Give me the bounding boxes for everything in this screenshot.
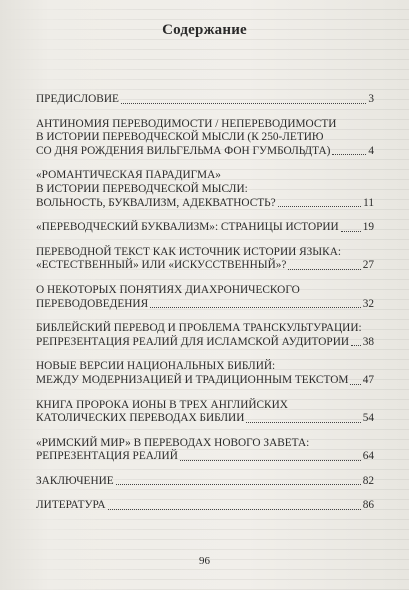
toc-entry-line — [36, 412, 374, 426]
toc-entry-line — [36, 183, 374, 197]
dot-leader — [288, 269, 360, 270]
toc-page-number: 3 — [368, 93, 374, 105]
toc-entry-line — [36, 221, 374, 235]
toc-entry — [36, 437, 374, 464]
dot-leader — [246, 422, 360, 423]
toc-entry-line — [36, 197, 374, 211]
dot-leader — [278, 206, 361, 207]
toc-page-number: 11 — [363, 196, 374, 209]
toc-entry-line — [36, 118, 374, 132]
toc-page-number: 27 — [362, 259, 374, 272]
toc-page-number: 32 — [362, 297, 374, 310]
toc-entry — [36, 221, 374, 235]
toc-entry-title: ЗАКЛЮЧЕНИЕ — [36, 474, 114, 487]
toc-entry-title: СО ДНЯ РОЖДЕНИЯ ВИЛЬГЕЛЬМА ФОН ГУМБОЛЬДТА) — [36, 144, 331, 157]
toc-entry-title: КНИГА ПРОРОКА ИОНЫ В ТРЕХ АНГЛИЙСКИХ — [36, 398, 288, 411]
table-of-contents — [36, 93, 374, 524]
page-title: Содержание — [162, 22, 247, 38]
toc-entry-title: АНТИНОМИЯ ПЕРЕВОДИМОСТИ / НЕПЕРЕВОДИМОСТИ — [36, 117, 337, 130]
toc-entry-line — [36, 499, 374, 513]
dot-leader — [332, 154, 366, 155]
toc-entry-line — [36, 399, 374, 413]
toc-entry — [36, 284, 374, 311]
toc-entry-title: ПЕРЕВОДОВЕДЕНИЯ — [36, 297, 149, 310]
toc-entry-title: ЛИТЕРАТУРА — [36, 499, 106, 512]
toc-entry-title: МЕЖДУ МОДЕРНИЗАЦИЕЙ И ТРАДИЦИОННЫМ ТЕКСТОМ — [36, 373, 349, 386]
toc-entry-title: РЕПРЕЗЕНТАЦИЯ РЕАЛИЙ ДЛЯ ИСЛАМСКОЙ АУДИТОРИИ — [36, 335, 350, 348]
toc-entry-line — [36, 374, 374, 388]
toc-page-number: 47 — [362, 373, 374, 386]
toc-entry — [36, 475, 374, 489]
toc-entry-title: КАТОЛИЧЕСКИХ ПЕРЕВОДАХ БИБЛИИ — [36, 412, 245, 425]
toc-entry-line — [36, 246, 374, 260]
toc-page-number: 64 — [362, 450, 374, 463]
dot-leader — [150, 307, 361, 308]
toc-entry-title: ПЕРЕВОДНОЙ ТЕКСТ КАК ИСТОЧНИК ИСТОРИИ ЯЗЫКА: — [36, 245, 341, 258]
toc-entry-line — [36, 322, 374, 336]
toc-entry-title: «ЕСТЕСТВЕННЫЙ» ИЛИ «ИСКУССТВЕННЫЙ»? — [36, 259, 287, 272]
toc-page-number: 82 — [362, 474, 374, 487]
dot-leader — [341, 231, 361, 232]
toc-entry-line — [36, 336, 374, 350]
toc-entry-line — [36, 475, 374, 489]
dot-leader — [180, 460, 361, 461]
toc-entry — [36, 169, 374, 210]
toc-entry-title: О НЕКОТОРЫХ ПОНЯТИЯХ ДИАХРОНИЧЕСКОГО — [36, 283, 300, 296]
toc-entry-line — [36, 450, 374, 464]
toc-entry-line — [36, 259, 374, 273]
toc-entry-line — [36, 360, 374, 374]
toc-entry-title: НОВЫЕ ВЕРСИИ НАЦИОНАЛЬНЫХ БИБЛИЙ: — [36, 360, 276, 373]
dot-leader — [108, 509, 361, 510]
toc-entry-title: ПРЕДИСЛОВИЕ — [36, 93, 119, 105]
toc-entry-line — [36, 145, 374, 159]
toc-entry-line — [36, 437, 374, 451]
toc-entry — [36, 246, 374, 273]
dot-leader — [350, 384, 360, 385]
toc-entry — [36, 399, 374, 426]
toc-page-number: 19 — [362, 221, 374, 234]
toc-entry — [36, 322, 374, 349]
toc-entry-title: ВОЛЬНОСТЬ, БУКВАЛИЗМ, АДЕКВАТНОСТЬ? — [36, 196, 276, 209]
toc-entry-title: «ПЕРЕВОДЧЕСКИЙ БУКВАЛИЗМ»: СТРАНИЦЫ ИСТОРИИ — [36, 221, 339, 234]
dot-leader — [351, 345, 361, 346]
toc-entry-title: РЕПРЕЗЕНТАЦИЯ РЕАЛИЙ — [36, 450, 178, 463]
toc-entry-title: В ИСТОРИИ ПЕРЕВОДЧЕСКОЙ МЫСЛИ: — [36, 182, 248, 195]
toc-page-number: 4 — [368, 144, 374, 157]
page-number: 96 — [199, 555, 210, 567]
toc-entry — [36, 118, 374, 159]
toc-entry-title: «РОМАНТИЧЕСКАЯ ПАРАДИГМА» — [36, 169, 221, 182]
toc-entry-line — [36, 93, 374, 107]
toc-entry-line — [36, 131, 374, 145]
toc-entry-title: В ИСТОРИИ ПЕРЕВОДЧЕСКОЙ МЫСЛИ (К 250-ЛЕТИЮ — [36, 131, 324, 144]
toc-entry — [36, 499, 374, 513]
toc-entry-line — [36, 169, 374, 183]
toc-entry — [36, 93, 374, 107]
toc-entry — [36, 360, 374, 387]
dot-leader — [116, 484, 361, 485]
toc-page-number: 86 — [362, 499, 374, 512]
toc-entry-line — [36, 284, 374, 298]
toc-entry-title: БИБЛЕЙСКИЙ ПЕРЕВОД И ПРОБЛЕМА ТРАНСКУЛЬТУРАЦИИ: — [36, 322, 362, 335]
toc-page-number: 54 — [362, 412, 374, 425]
toc-entry-line — [36, 298, 374, 312]
toc-page-number: 38 — [362, 335, 374, 348]
toc-entry-title: «РИМСКИЙ МИР» В ПЕРЕВОДАХ НОВОГО ЗАВЕТА: — [36, 436, 310, 449]
dot-leader — [121, 103, 366, 104]
